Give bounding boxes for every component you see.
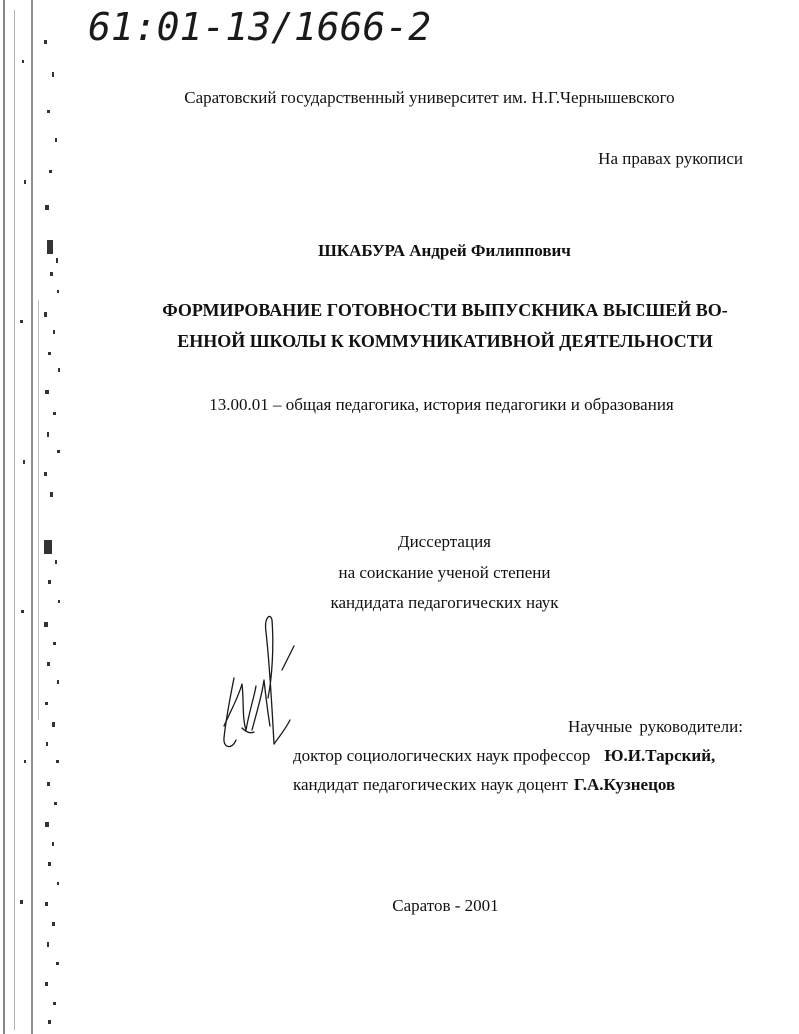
- dissertation-title-line-1: ФОРМИРОВАНИЕ ГОТОВНОСТИ ВЫПУСКНИКА ВЫСШЕЙ ВО-: [162, 300, 728, 320]
- city-year: Саратов - 2001: [392, 896, 499, 915]
- author-name: ШКАБУРА Андрей Филиппович: [318, 241, 571, 260]
- specialty-code: 13.00.01 – общая педагогика, история педагогики и образования: [209, 395, 674, 414]
- supervisor-role: кандидат педагогических наук доцент: [293, 775, 568, 794]
- supervisor-name: Г.А.Кузнецов: [573, 775, 676, 794]
- dissertation-label: Диссертация: [397, 532, 491, 551]
- supervisor-role: доктор социологических наук профессор: [293, 746, 591, 765]
- supervisors-heading: Научные руководители:: [568, 717, 743, 736]
- dissertation-title-line-2: ЕННОЙ ШКОЛЫ К КОММУНИКАТИВНОЙ ДЕЯТЕЛЬНОСТИ: [177, 331, 713, 351]
- degree-field-line: кандидата педагогических наук: [330, 593, 559, 612]
- degree-line: на соискание ученой степени: [338, 563, 551, 582]
- university-name: Саратовский государственный университет им. Н.Г.Чернышевского: [184, 88, 675, 107]
- supervisor-row: [293, 775, 675, 795]
- supervisor-name: Ю.И.Тарский,: [604, 746, 716, 765]
- supervisor-row: [293, 746, 715, 766]
- manuscript-note: На правах рукописи: [598, 149, 743, 168]
- author-signature: [212, 608, 302, 758]
- archive-number-text: 61:01-13/1666-2: [88, 5, 432, 49]
- scan-edge-marks: [0, 0, 80, 1034]
- archive-number-handwriting: [88, 4, 448, 50]
